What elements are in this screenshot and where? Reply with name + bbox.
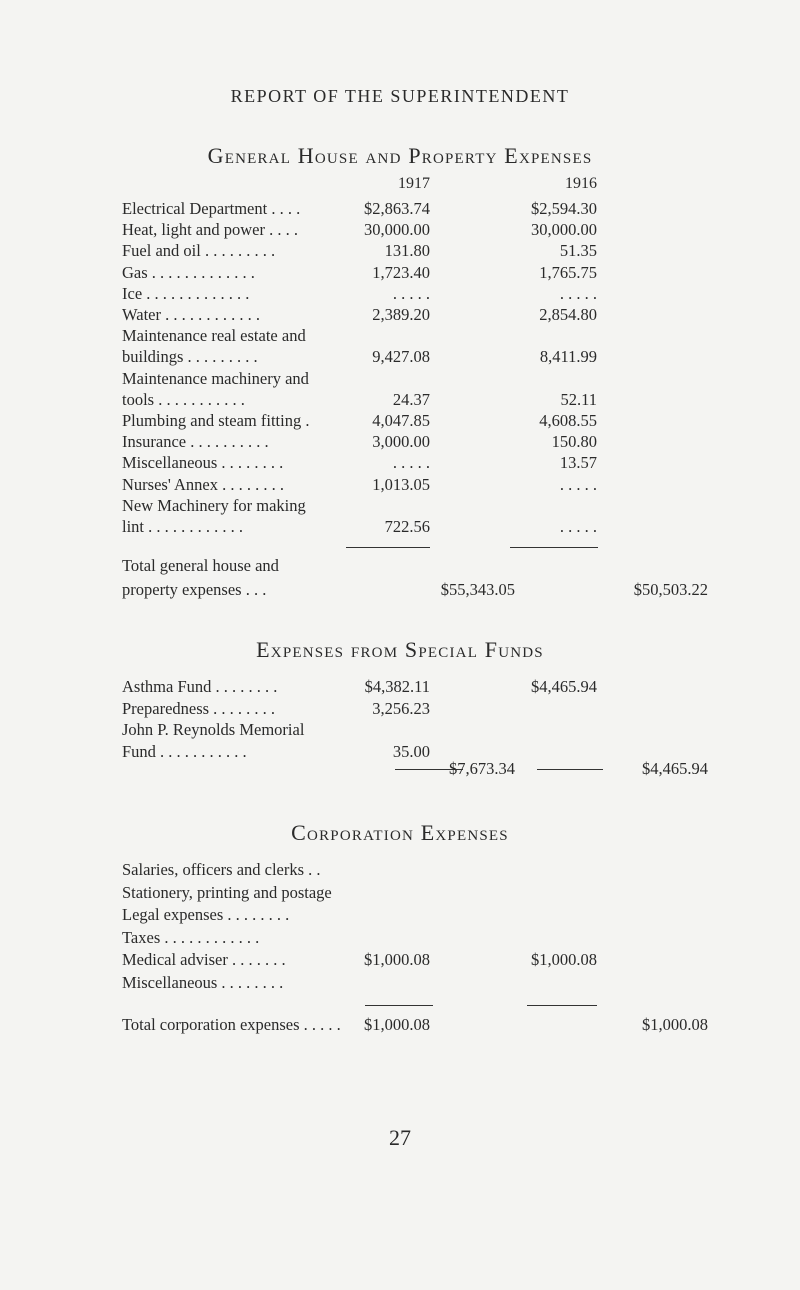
corp-row-label: Medical adviser . . . . . . .: [122, 950, 286, 970]
general-row-value-1916: 30,000.00: [531, 220, 597, 240]
general-row-label: Maintenance real estate and: [122, 326, 306, 346]
corp-row-label: Salaries, officers and clerks . .: [122, 860, 321, 879]
special-row-label: John P. Reynolds Memorial: [122, 720, 305, 740]
page-header: REPORT OF THE SUPERINTENDENT: [230, 86, 570, 106]
general-row-value-1916: 2,854.80: [539, 305, 597, 324]
general-row-value-1916: . . . . .: [559, 283, 597, 303]
general-row-value-1916: 52.11: [560, 389, 597, 409]
total-label-line1: Total general house and: [122, 556, 279, 575]
total-rule-1917: [346, 547, 430, 548]
general-row-value-1917: 1,723.40: [372, 262, 430, 282]
total-label-line2: property expenses . . .: [122, 580, 267, 599]
general-row-label: Electrical Department . . . .: [122, 199, 301, 218]
general-row-value-1916: . . . . .: [559, 474, 597, 494]
special-total-1916: $4,465.94: [642, 759, 708, 778]
general-row-value-1916: . . . . .: [559, 517, 597, 536]
general-row-label: Heat, light and power . . . .: [122, 220, 298, 240]
general-row-value-1916: 51.35: [559, 241, 597, 261]
general-row-value-1916: 150.80: [551, 432, 597, 452]
column-header-1917: 1917: [398, 175, 430, 192]
general-row-value-1917: . . . . .: [392, 453, 430, 473]
total-1916: $50,503.22: [633, 580, 708, 599]
corp-row-label: Stationery, printing and postage: [122, 882, 332, 902]
column-header-1916: 1916: [565, 175, 597, 192]
general-row-label: Insurance . . . . . . . . . .: [122, 432, 269, 452]
general-row-value-1916: 1,765.75: [539, 262, 597, 282]
section-title-general-house: General House and Property Expenses: [207, 143, 593, 168]
general-row-label: buildings . . . . . . . . .: [122, 347, 258, 367]
corp-row-label: Legal expenses . . . . . . . .: [122, 905, 290, 925]
general-row-label: Maintenance machinery and: [122, 368, 309, 388]
special-total-1917: $7,673.34: [449, 759, 515, 778]
general-row-value-1916: $2,594.30: [531, 199, 597, 218]
general-row-label: tools . . . . . . . . . . .: [122, 389, 245, 409]
general-row-value-1917: 4,047.85: [372, 411, 430, 430]
section-title-corporation: Corporation Expenses: [291, 820, 509, 845]
general-row-value-1917: 2,389.20: [372, 305, 430, 324]
general-row-label: Water . . . . . . . . . . . .: [122, 305, 260, 324]
special-row-value-1916: $4,465.94: [531, 677, 597, 696]
general-row-value-1916: 8,411.99: [539, 347, 597, 367]
general-row-value-1917: . . . . .: [392, 283, 430, 303]
general-row-label: Gas . . . . . . . . . . . . .: [122, 262, 255, 282]
general-row-label: Ice . . . . . . . . . . . . .: [122, 283, 250, 303]
corp-rule-1916: [527, 1005, 597, 1006]
corp-total-1917: $1,000.08: [364, 1015, 430, 1034]
corp-total-1916: $1,000.08: [642, 1015, 708, 1034]
corp-total-label: Total corporation expenses . . . . .: [122, 1015, 341, 1034]
corp-row-label: Taxes . . . . . . . . . . . .: [122, 927, 260, 947]
general-row-value-1917: 131.80: [384, 241, 430, 261]
page-number: 27: [389, 1125, 411, 1150]
special-row-value-1917: $4,382.11: [364, 677, 430, 696]
general-row-value-1917: 24.37: [392, 389, 430, 409]
general-row-label: Nurses' Annex . . . . . . . .: [122, 474, 285, 494]
general-row-label: Fuel and oil . . . . . . . . .: [122, 241, 276, 261]
total-rule-1916: [510, 547, 598, 548]
corp-row-value-1917: $1,000.08: [364, 950, 430, 970]
general-row-label: lint . . . . . . . . . . . .: [122, 517, 244, 536]
total-1917: $55,343.05: [440, 580, 515, 599]
corp-row-value-1916: $1,000.08: [531, 950, 597, 970]
general-row-value-1917: 3,000.00: [372, 432, 430, 452]
general-row-label: Plumbing and steam fitting .: [122, 411, 310, 430]
general-row-value-1916: 13.57: [559, 453, 597, 473]
section-title-special-funds: Expenses from Special Funds: [256, 637, 544, 662]
corp-row-label: Miscellaneous . . . . . . . .: [122, 973, 284, 992]
special-row-label: Asthma Fund . . . . . . . .: [122, 677, 278, 696]
general-row-value-1917: 9,427.08: [372, 347, 430, 367]
general-row-value-1917: $2,863.74: [364, 199, 430, 218]
special-row-value-1917: 3,256.23: [372, 698, 430, 718]
general-row-label: New Machinery for making: [122, 495, 306, 515]
general-row-value-1916: 4,608.55: [539, 411, 597, 430]
general-row-value-1917: 30,000.00: [364, 220, 430, 240]
general-row-value-1917: 722.56: [384, 517, 430, 536]
special-row-label: Fund . . . . . . . . . . .: [122, 742, 247, 762]
special-row-value-1917: 35.00: [392, 742, 430, 762]
general-row-value-1917: 1,013.05: [372, 474, 430, 494]
corp-rule-1917: [365, 1005, 433, 1006]
general-row-label: Miscellaneous . . . . . . . .: [122, 453, 284, 473]
special-row-label: Preparedness . . . . . . . .: [122, 698, 276, 718]
